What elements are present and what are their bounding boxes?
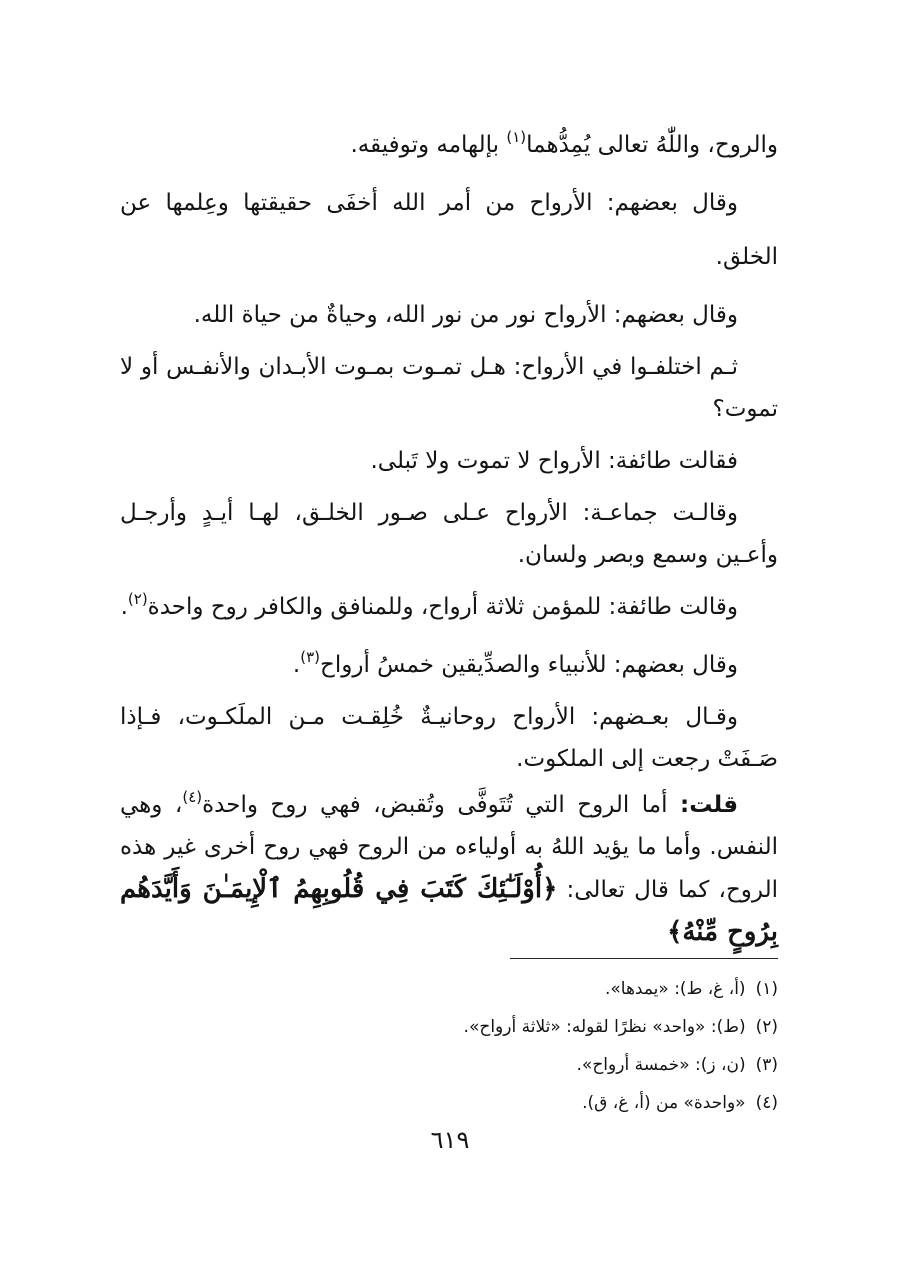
paragraph-3: وقال بعضهم: الأرواح نور من نور الله، وحياةٌ من حياة الله. bbox=[193, 302, 738, 328]
footnote-number: (٢) bbox=[755, 1017, 778, 1037]
footnote-ref-2: (٢) bbox=[127, 590, 148, 608]
paragraph-5: فقالت طائفة: الأرواح لا تموت ولا تَبلى. bbox=[370, 448, 738, 474]
footnote-3 bbox=[118, 1046, 778, 1084]
paragraph-6: وقالـت جماعـة: الأرواح عـلى صـور الخلـق، لهـا أيـدٍ وأرجـل وأعـين وسمع وبصر ولسان. bbox=[120, 500, 778, 568]
paragraph-8 bbox=[120, 638, 778, 692]
footnote-number: (٣) bbox=[755, 1055, 778, 1075]
paragraph-10 bbox=[120, 784, 778, 954]
paragraph-7 bbox=[120, 580, 778, 634]
footnote-1 bbox=[118, 970, 778, 1008]
quran-verse: ﴿أُوْلَـٰٓئِكَ كَتَبَ فِي قُلُوبِهِمُ ٱلْإِيمَـٰنَ وَأَيَّدَهُم بِرُوحٍ مِّنْهُ﴾ bbox=[120, 874, 778, 947]
qultu-label: قلت: bbox=[680, 792, 739, 818]
paragraph-8-text-b: . bbox=[292, 652, 301, 678]
footnote-ref-3: (٣) bbox=[300, 648, 320, 666]
footnote-ref-4: (٤) bbox=[182, 788, 203, 806]
footnote-text: (أ، غ، ط): «يمدها». bbox=[604, 979, 746, 999]
footnote-text: «واحدة» من (أ، غ، ق). bbox=[582, 1093, 746, 1113]
footnote-4 bbox=[118, 1084, 778, 1122]
paragraph-1 bbox=[120, 118, 778, 172]
paragraph-4: ثـم اختلفـوا في الأرواح: هـل تمـوت بمـوت الأبـدان والأنفـس أو لا تموت؟ bbox=[120, 354, 778, 422]
paragraph-1-text-b: بإلهامه وتوفيقه. bbox=[350, 132, 507, 158]
paragraph-10-text-a: أما الروح التي تُتَوفَّى وتُقبض، فهي روح واحدة bbox=[202, 792, 681, 818]
footnote-text: (ط): «واحد» نظرًا لقوله: «ثلاثة أرواح». bbox=[463, 1017, 746, 1037]
paragraph-1-text-a: والروح، واللّٰهُ تعالى يُمِدُّهما bbox=[526, 132, 778, 158]
paragraph-7-text-b: . bbox=[120, 594, 128, 620]
paragraph-10-text-b: ، وهي النفس. وأما ما يؤيد اللهُ به أولياءه من الروح فهي روح أخرى غير هذه الروح، كما قال تعالى: bbox=[120, 792, 778, 903]
page-number: ٦١٩ bbox=[430, 1126, 470, 1154]
footnote-ref-1: (١) bbox=[506, 128, 527, 146]
paragraph-2: وقال بعضهم: الأرواح من أمر الله أخفَى حقيقتها وعِلمها عن الخلق. bbox=[120, 190, 778, 270]
footnote-number: (١) bbox=[755, 979, 778, 999]
footnote-2 bbox=[118, 1008, 778, 1046]
footnotes bbox=[118, 970, 778, 1122]
paragraph-9: وقـال بعـضهم: الأرواح روحانيـةٌ خُلِقـت مـن الملَكـوت، فـإذا صَـفَتْ رجعت إلى الملكوت. bbox=[120, 704, 778, 772]
footnote-separator bbox=[510, 958, 778, 959]
footnote-text: (ن، ز): «خمسة أرواح». bbox=[576, 1055, 746, 1075]
paragraph-8-text-a: وقال بعضهم: للأنبياء والصدِّيقين خمسُ أرواح bbox=[320, 652, 738, 678]
paragraph-7-text-a: وقالت طائفة: للمؤمن ثلاثة أرواح، وللمنافق والكافر روح واحدة bbox=[147, 594, 738, 620]
footnote-number: (٤) bbox=[755, 1093, 778, 1113]
